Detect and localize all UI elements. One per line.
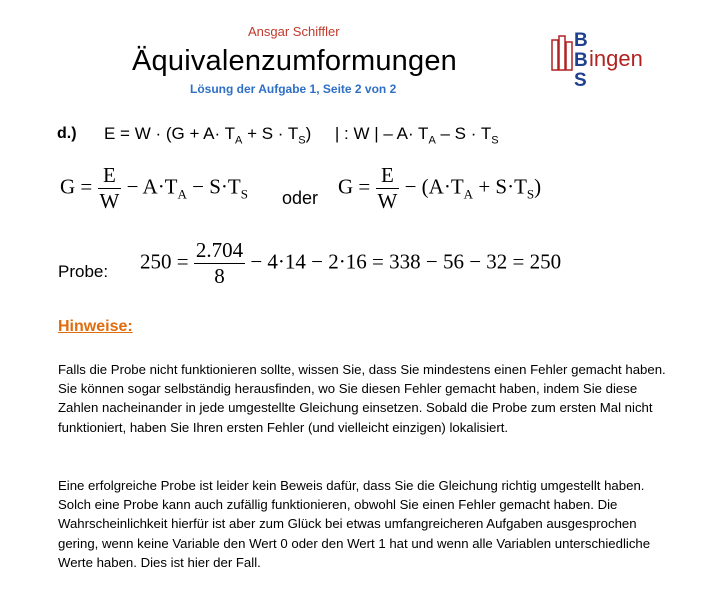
logo-building-icon xyxy=(552,36,572,70)
oder-text: oder xyxy=(282,188,319,208)
page-subtitle: Lösung der Aufgabe 1, Seite 2 von 2 xyxy=(190,82,397,96)
fraction-probe: $\frac{2.704}{8}$ xyxy=(195,238,244,288)
task-label: d.) xyxy=(57,125,77,142)
logo-text: ingen xyxy=(589,46,643,71)
page-title: Äquivalenzumformungen xyxy=(132,45,457,77)
task-equation: $E = W \cdot (G + A\cdot T_A + S \cdot T_S)$ | : W | – $A\cdot T_A - S \cdot T_S$ xyxy=(104,124,499,147)
hinweise-paragraph-1: Falls die Probe nicht funktionieren sollte, wissen Sie, dass Sie mindestens einen Fehler gemacht haben. Sie können sogar selbständig herausfinden, wo Sie diesen Fehler gemacht haben, indem Sie diese Zahlen nacheinander in jede umgestellte Gleichung einsetzen. Sobald die Probe zum ersten Mal nicht funktioniert, haben Sie Ihren ersten Fehler (und vielleicht einzigen) lokalisiert. xyxy=(58,362,666,435)
solution-formula: G = $\frac{E}{W}$ − $A\cdot T_A - S\cdot T_S$ xyxy=(60,163,248,213)
probe-label: Probe: xyxy=(58,262,109,281)
fraction-e-over-w: $\frac{E}{W}$ xyxy=(99,163,120,213)
probe-equation: 250 = $\frac{2.704}{8}$ − 4·14 − 2·16 = 338 − 56 − 32 = 250 xyxy=(140,238,562,288)
hinweise-heading: Hinweise: xyxy=(58,318,133,335)
solution-formula-alt: G = $\frac{E}{W}$ − $(A\cdot T_A + S\cdot T_S)$ xyxy=(338,163,542,213)
logo-letter-s: S xyxy=(574,70,587,90)
logo-letter-b1: B xyxy=(574,30,588,51)
hinweise-paragraph-2: Eine erfolgreiche Probe ist leider kein Beweis dafür, dass Sie die Gleichung richtig umgestellt haben. Solch eine Probe kann auch zufällig funktionieren, obwohl Sie einen Fehler gemacht haben. Die Wahrscheinlichkeit hierfür ist aber zum Glück bei etwas umfangreicheren Aufgaben ausgesprochen gering, wenn keine Variable den Wert 0 oder den Wert 1 hat und wenn alle Variablen unterschiedliche Werte haben. Dies ist hier der Fall. xyxy=(58,478,651,570)
bbs-bingen-logo xyxy=(548,28,660,90)
logo-letter-b2: B xyxy=(574,50,588,71)
fraction-e-over-w-alt: $\frac{E}{W}$ xyxy=(377,163,398,213)
author-name: Ansgar Schiffler xyxy=(248,24,340,39)
